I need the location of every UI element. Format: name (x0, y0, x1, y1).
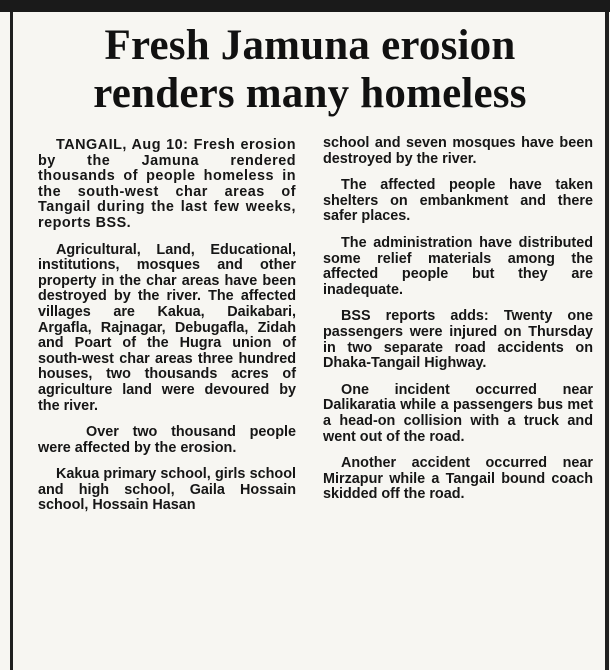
headline-line-2: renders many homeless (93, 70, 527, 117)
article-column-right (323, 136, 593, 514)
headline-line-1: Fresh Jamuna erosion (104, 22, 516, 69)
top-border-rule (0, 0, 610, 12)
article-headline (18, 22, 602, 118)
paragraph-relief: The administration have distributed some relief materials among the affected people but they are inadequate. (323, 234, 593, 298)
article-column-left (38, 138, 296, 525)
paragraph-shelters: The affected people have taken shelters on embankment and there safer places. (323, 177, 593, 225)
left-border-rule (10, 12, 13, 670)
right-border-rule (605, 12, 609, 670)
paragraph-incident-dalikaratia: One incident occurred near Dalikaratia while a passengers bus met a head-on collision with a truck and went out of the road. (323, 381, 593, 445)
paragraph-schools-destroyed: Kakua primary school, girls school and high school, Gaila Hossain school, Hossain Hasan (38, 466, 296, 514)
paragraph-incident-mirzapur: Another accident occurred near Mirzapur while a Tangail bound coach skidded off the road. (323, 455, 593, 503)
paragraph-people-affected: Over two thousand people were affected by the erosion. (38, 424, 296, 456)
paragraph-property-destroyed: Agricultural, Land, Educational, institutions, mosques and other property in the char areas have been destroyed by the river. The affected villages are Kakua, Daikabari, Argafla, Rajnagar, Debugafla, Zidah and Poart of the Hugra union of south-west char areas three hundred houses, two thousands acres of agriculture land were devoured by the river. (38, 241, 296, 414)
paragraph-dateline: TANGAIL, Aug 10: Fresh erosion by the Jamuna rendered thousands of people homeless in the south-west char areas of Tangail during the last few weeks, reports BSS. (38, 137, 296, 231)
paragraph-schools-continued: school and seven mosques have been destroyed by the river. (323, 135, 593, 167)
paragraph-bss-accidents: BSS reports adds: Twenty one passengers were injured on Thursday in two separate road accidents on Dhaka-Tangail Highway. (323, 308, 593, 372)
